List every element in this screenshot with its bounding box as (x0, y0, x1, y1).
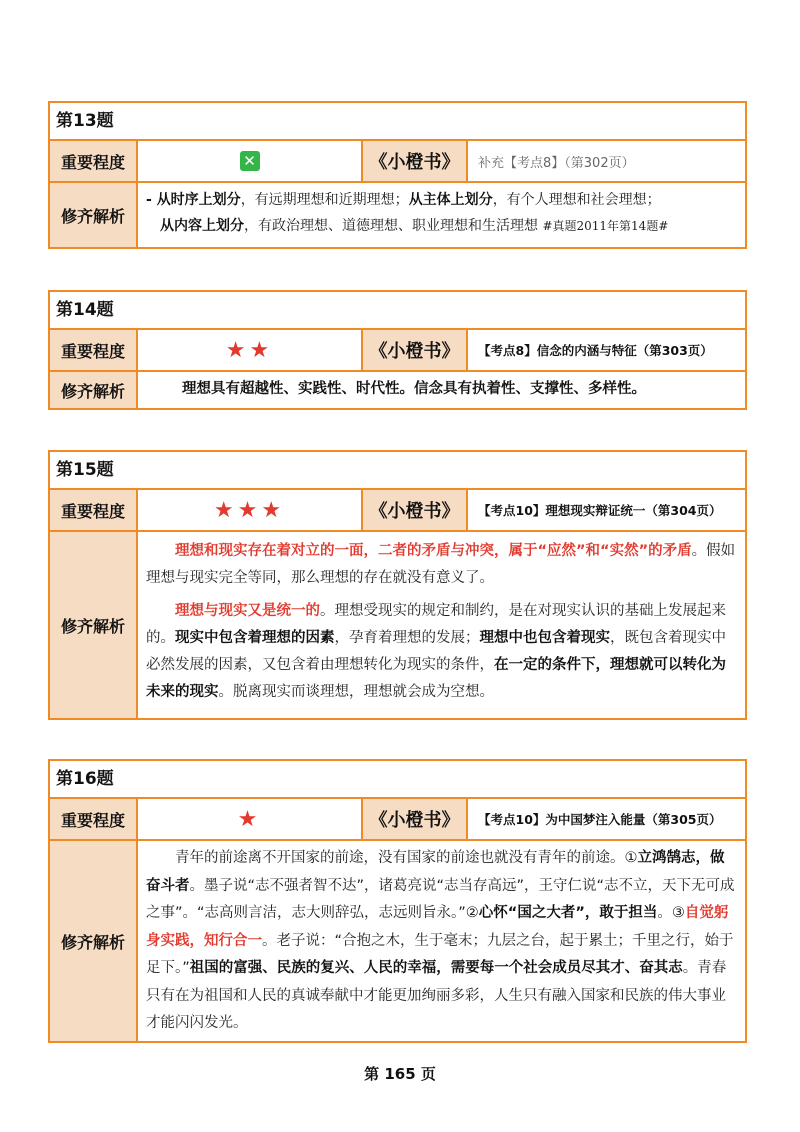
analysis-label: 修齐解析 (50, 372, 138, 408)
analysis-label: 修齐解析 (50, 532, 138, 718)
text: ，有政治理想、道德理想、职业理想和生活理想 (244, 218, 538, 234)
analysis-row (50, 183, 745, 247)
bold-text: 从时序上划分 (156, 192, 241, 208)
reference (468, 141, 745, 181)
text: 。假如理想与现实完全等同，那么理想的存在就没有意义了。 (146, 543, 736, 586)
highlight-text: 理想和现实存在着对立的一面，二者的矛盾与冲突，属于“应然”和“实然”的矛盾 (175, 543, 692, 559)
importance-value (138, 330, 363, 370)
paragraph (146, 845, 737, 1038)
analysis-text (138, 841, 745, 1041)
question-card-13 (48, 101, 747, 249)
text: 青年的前途离不开国家的前途，没有国家的前途也就没有青年的前途。① (175, 850, 638, 866)
text: ，既包含着现实中必然发展的因素，又包含着由理想转化为现实的条件， (146, 630, 726, 673)
exam-tag: #真题2011年第14题# (542, 219, 669, 233)
question-title: 第15题 (50, 452, 745, 490)
importance-value (138, 799, 363, 839)
book-label: 《小橙书》 (363, 490, 468, 530)
importance-label: 重要程度 (50, 141, 138, 181)
importance-row (50, 141, 745, 183)
bold-text: 现实中包含着理想的因素 (175, 630, 335, 646)
text: ，有远期理想和近期理想； (240, 192, 409, 208)
text: ，有个人理想和社会理想； (492, 192, 661, 208)
analysis-row (50, 532, 745, 718)
reference: 【考点8】信念的内涵与特征（第303页） (478, 343, 713, 358)
paragraph (146, 538, 737, 592)
reference: 【考点10】为中国梦注入能量（第305页） (478, 812, 722, 827)
reference: 【考点10】理想现实辩证统一（第304页） (478, 503, 722, 518)
book-label: 《小橙书》 (363, 141, 468, 181)
question-card-14 (48, 290, 747, 410)
importance-label: 重要程度 (50, 799, 138, 839)
importance-row (50, 799, 745, 841)
importance-label: 重要程度 (50, 490, 138, 530)
question-card-15 (48, 450, 747, 720)
text: 。墨子说“志不强者智不达”，诸葛亮说“志当存高远”，王守仁说“志不立，天下无可成之事”。“志高则言洁，志大则辞弘，志远则旨永。”② (146, 877, 735, 921)
question-title: 第14题 (50, 292, 745, 330)
bold-text: 理想中也包含着现实 (479, 630, 610, 646)
text: 。理想受现实的规定和制约，是在对现实认识的基础上发展起来的。 (146, 603, 726, 646)
text: 。脱离现实而谈理想，理想就会成为空想。 (218, 684, 494, 700)
question-card-16 (48, 759, 747, 1043)
bold-text: 从主体上划分 (408, 192, 493, 208)
analysis-text (138, 532, 745, 718)
analysis-row (50, 372, 745, 408)
bold-text: 在一定的条件下，理想就可以转化为未来的现实 (146, 657, 726, 700)
importance-label: 重要程度 (50, 330, 138, 370)
importance-value (138, 141, 363, 181)
highlight-text: 自觉躬身实践，知行合一 (146, 905, 729, 949)
page-number: 第 165 页 (364, 1065, 436, 1083)
analysis-label: 修齐解析 (50, 841, 138, 1041)
analysis-row (50, 841, 745, 1041)
importance-value (138, 490, 363, 530)
text: 。青春只有在为祖国和人民的真诚奉献中才能更加绚丽多彩，人生只有融入国家和民族的伟大事业才能闪闪发光。 (146, 960, 727, 1031)
importance-row (50, 330, 745, 372)
star-rating: ★★ (225, 337, 274, 363)
text: ，孕育着理想的发展； (334, 630, 480, 646)
x-icon: ✕ (240, 151, 260, 171)
bold-text: 祖国的富强、民族的复兴、人民的幸福，需要每一个社会成员尽其才、奋其志 (189, 960, 683, 976)
analysis-label: 修齐解析 (50, 183, 138, 247)
analysis-text: 理想具有超越性、实践性、时代性。信念具有执着性、支撑性、多样性。 (182, 381, 646, 397)
reference-text: 补充【考点8】（第302页） (478, 155, 635, 171)
bold-text: 立鸿鹄志，做奋斗者 (146, 850, 725, 894)
analysis-text (138, 183, 745, 247)
paragraph (146, 598, 737, 706)
bold-text: 从内容上划分 (160, 218, 244, 234)
dash: - (146, 192, 157, 208)
highlight-text: 理想与现实又是统一的 (175, 603, 320, 619)
text: 。③ (657, 905, 685, 921)
question-title: 第13题 (50, 103, 745, 141)
question-title: 第16题 (50, 761, 745, 799)
text: 。老子说：“合抱之木，生于毫末；九层之台，起于累土；千里之行，始于足下。” (146, 932, 734, 976)
importance-row (50, 490, 745, 532)
star-rating: ★ (237, 806, 262, 832)
book-label: 《小橙书》 (363, 799, 468, 839)
star-rating: ★★★ (213, 497, 286, 523)
bold-text: 心怀“国之大者”，敢于担当 (478, 905, 658, 921)
book-label: 《小橙书》 (363, 330, 468, 370)
